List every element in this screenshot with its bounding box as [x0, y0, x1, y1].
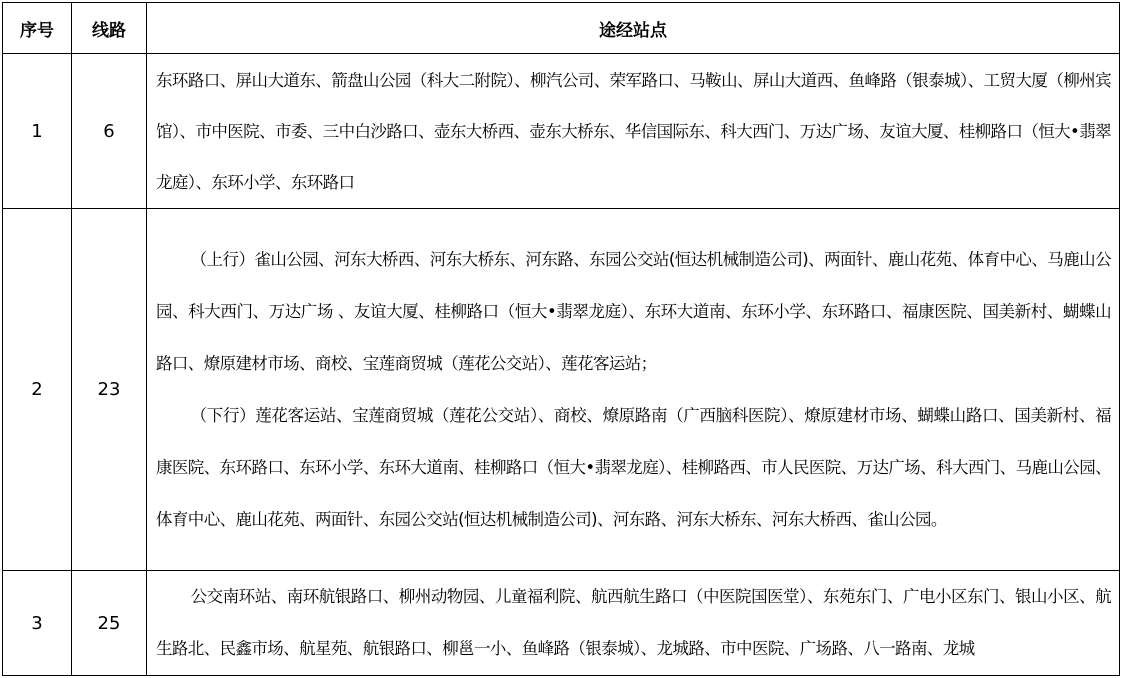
table-row [3, 54, 1120, 209]
table-row [3, 571, 1120, 676]
bus-route-table [2, 2, 1120, 676]
row-seq: 2 [3, 209, 72, 571]
stops-paragraph: 东环路口、屏山大道东、箭盘山公园（科大二附院）、柳汽公司、荣军路口、马鞍山、屏山大道西、鱼峰路（银泰城）、工贸大厦（柳州宾馆）、市中医院、市委、三中白沙路口、壶东大桥西、壶东大桥东、华信国际东、科大西门、万达广场、友谊大厦、桂柳路口（恒大•翡翠龙庭）、东环小学、东环路口 [156, 70, 1111, 192]
header-seq: 序号 [3, 3, 72, 54]
row-line: 23 [72, 209, 147, 571]
row-stops [147, 54, 1120, 209]
row-seq: 1 [3, 54, 72, 209]
header-stops: 途经站点 [147, 3, 1120, 54]
row-stops [147, 571, 1120, 676]
row-line: 25 [72, 571, 147, 676]
header-line: 线路 [72, 3, 147, 54]
row-line: 6 [72, 54, 147, 209]
row-stops [147, 209, 1120, 571]
table-row [3, 209, 1120, 571]
stops-paragraph-up: （上行）雀山公园、河东大桥西、河东大桥东、河东路、东园公交站(恒达机械制造公司)、两面针、鹿山花苑、体育中心、马鹿山公园、科大西门、万达广场 、友谊大厦、桂柳路口（恒大•翡翠龙庭）、东环大道南、东环小学、东环路口、福康医院、国美新村、蝴蝶山路口、燎原建材市场、商校、宝莲商贸城（莲花公交站）、莲花客运站； [156, 249, 1111, 373]
stops-paragraph: 公交南环站、南环航银路口、柳州动物园、儿童福利院、航西航生路口（中医院国医堂）、东苑东门、广电小区东门、银山小区、航生路北、民鑫市场、航星苑、航银路口、柳邕一小、鱼峰路（银泰城）、龙城路、市中医院、广场路、八一路南、龙城 [156, 587, 1111, 658]
row-seq: 3 [3, 571, 72, 676]
stops-paragraph-down: （下行）莲花客运站、宝莲商贸城（莲花公交站）、商校、燎原路南（广西脑科医院）、燎原建材市场、蝴蝶山路口、国美新村、福康医院、东环路口、东环小学、东环大道南、桂柳路口（恒大•翡翠龙庭）、桂柳路西、市人民医院、万达广场、科大西门、马鹿山公园、体育中心、鹿山花苑、两面针、东园公交站(恒达机械制造公司)、河东路、河东大桥东、河东大桥西、雀山公园。 [156, 405, 1111, 529]
header-row [3, 3, 1120, 54]
